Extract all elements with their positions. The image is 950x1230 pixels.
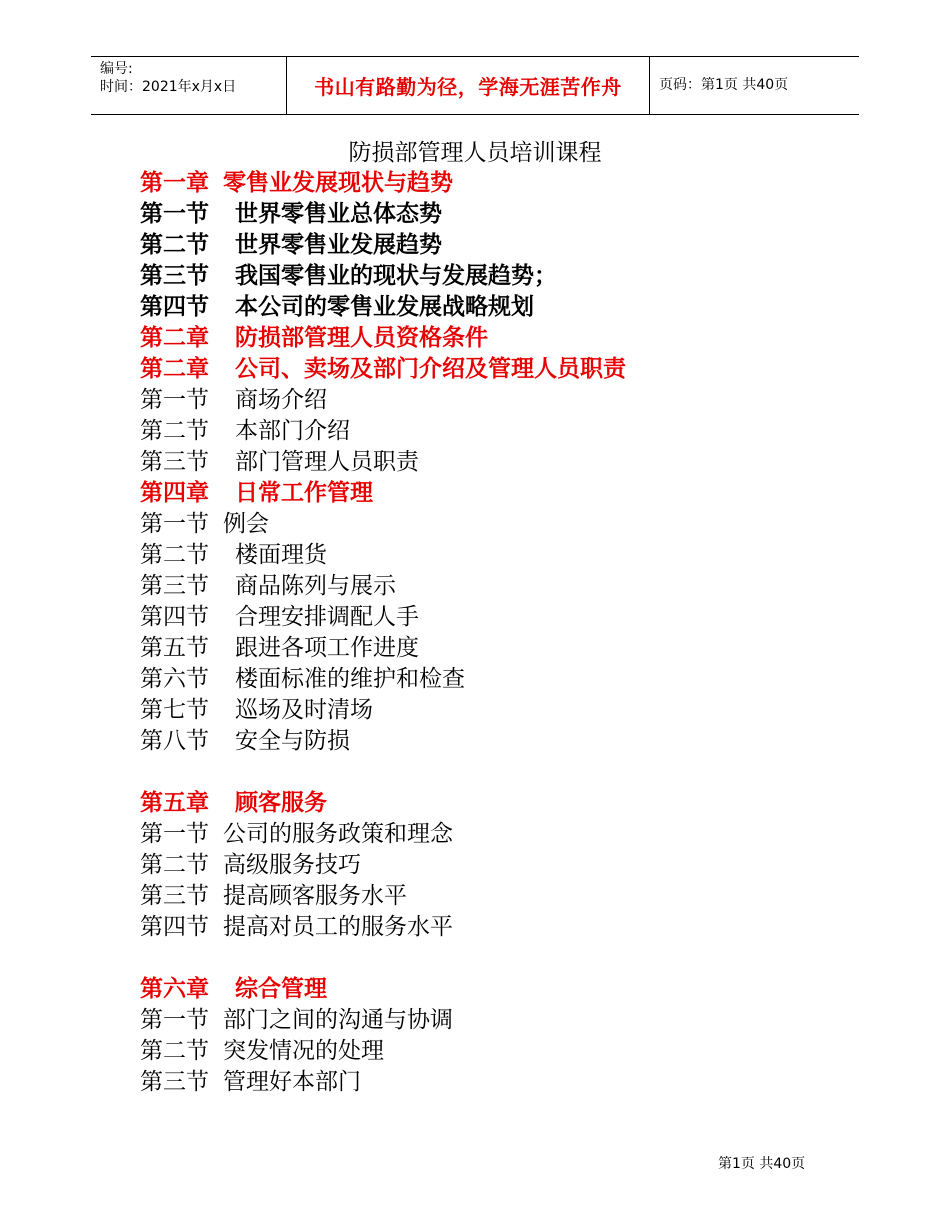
section-title: 我国零售业的现状与发展趋势； bbox=[235, 263, 557, 289]
number-label: 编号: bbox=[100, 61, 133, 77]
chapter-number: 第四章 bbox=[140, 480, 209, 506]
toc-chapter bbox=[140, 168, 860, 199]
section-title: 楼面标准的维护和检查 bbox=[235, 666, 465, 692]
section-number: 第二节 bbox=[140, 852, 209, 878]
header-motto: 书山有路勤为径，学海无涯苦作舟 bbox=[314, 75, 622, 99]
section-number: 第五节 bbox=[140, 635, 209, 661]
toc-section bbox=[140, 1067, 860, 1098]
section-title: 合理安排调配人手 bbox=[235, 604, 419, 630]
toc-section bbox=[140, 261, 860, 292]
toc-chapter bbox=[140, 788, 860, 819]
toc-section bbox=[140, 385, 860, 416]
section-title: 例会 bbox=[223, 511, 269, 537]
section-number: 第三节 bbox=[140, 1069, 209, 1095]
chapter-title: 防损部管理人员资格条件 bbox=[235, 325, 488, 351]
section-number: 第一节 bbox=[140, 1007, 209, 1033]
chapter-number: 第二章 bbox=[140, 325, 209, 351]
header-right-cell bbox=[650, 57, 859, 114]
toc-section bbox=[140, 447, 860, 478]
toc-spacer bbox=[140, 943, 860, 974]
section-number: 第二节 bbox=[140, 232, 209, 258]
toc-section bbox=[140, 912, 860, 943]
section-title: 本部门介绍 bbox=[235, 418, 350, 444]
chapter-number: 第一章 bbox=[140, 170, 209, 196]
section-title: 巡场及时清场 bbox=[235, 697, 373, 723]
section-number: 第一节 bbox=[140, 821, 209, 847]
toc-section bbox=[140, 881, 860, 912]
toc-section bbox=[140, 540, 860, 571]
section-number: 第八节 bbox=[140, 728, 209, 754]
chapter-number: 第二章 bbox=[140, 356, 209, 382]
section-number: 第四节 bbox=[140, 604, 209, 630]
page-footer: 第1页 共40页 bbox=[718, 1156, 806, 1172]
table-of-contents bbox=[140, 168, 860, 1098]
toc-chapter bbox=[140, 323, 860, 354]
header-page-code: 页码：第1页 共40页 bbox=[659, 77, 789, 93]
chapter-title: 日常工作管理 bbox=[235, 480, 373, 506]
toc-chapter bbox=[140, 354, 860, 385]
time-label: 时间：2021年x月x日 bbox=[100, 79, 237, 95]
section-title: 商品陈列与展示 bbox=[235, 573, 396, 599]
section-number: 第七节 bbox=[140, 697, 209, 723]
section-title: 管理好本部门 bbox=[223, 1069, 361, 1095]
section-number: 第一节 bbox=[140, 387, 209, 413]
toc-section bbox=[140, 199, 860, 230]
section-title: 部门之间的沟通与协调 bbox=[223, 1007, 453, 1033]
section-number: 第三节 bbox=[140, 883, 209, 909]
toc-section bbox=[140, 726, 860, 757]
toc-section bbox=[140, 1036, 860, 1067]
section-number: 第一节 bbox=[140, 511, 209, 537]
section-number: 第二节 bbox=[140, 1038, 209, 1064]
toc-section bbox=[140, 571, 860, 602]
section-number: 第六节 bbox=[140, 666, 209, 692]
toc-section bbox=[140, 633, 860, 664]
toc-section bbox=[140, 509, 860, 540]
section-title: 本公司的零售业发展战略规划 bbox=[235, 294, 534, 320]
section-number: 第一节 bbox=[140, 201, 209, 227]
chapter-title: 公司、卖场及部门介绍及管理人员职责 bbox=[235, 356, 626, 382]
document-title: 防损部管理人员培训课程 bbox=[348, 140, 602, 166]
chapter-title: 综合管理 bbox=[235, 976, 327, 1002]
toc-section bbox=[140, 850, 860, 881]
toc-section bbox=[140, 664, 860, 695]
section-title: 世界零售业发展趋势 bbox=[235, 232, 442, 258]
toc-section bbox=[140, 292, 860, 323]
chapter-title: 零售业发展现状与趋势 bbox=[223, 170, 453, 196]
section-title: 楼面理货 bbox=[235, 542, 327, 568]
section-title: 提高对员工的服务水平 bbox=[223, 914, 453, 940]
section-title: 部门管理人员职责 bbox=[235, 449, 419, 475]
toc-section bbox=[140, 230, 860, 261]
toc-section bbox=[140, 416, 860, 447]
section-number: 第四节 bbox=[140, 914, 209, 940]
toc-section bbox=[140, 1005, 860, 1036]
page-header bbox=[91, 56, 859, 115]
section-number: 第三节 bbox=[140, 573, 209, 599]
toc-section bbox=[140, 819, 860, 850]
toc-chapter bbox=[140, 974, 860, 1005]
section-title: 公司的服务政策和理念 bbox=[223, 821, 453, 847]
section-number: 第三节 bbox=[140, 263, 209, 289]
section-title: 世界零售业总体态势 bbox=[235, 201, 442, 227]
toc-chapter bbox=[140, 478, 860, 509]
section-title: 高级服务技巧 bbox=[223, 852, 361, 878]
section-title: 商场介绍 bbox=[235, 387, 327, 413]
section-title: 安全与防损 bbox=[235, 728, 350, 754]
section-number: 第二节 bbox=[140, 418, 209, 444]
toc-section bbox=[140, 695, 860, 726]
header-left-cell bbox=[91, 57, 286, 114]
section-title: 提高顾客服务水平 bbox=[223, 883, 407, 909]
toc-section bbox=[140, 602, 860, 633]
chapter-title: 顾客服务 bbox=[235, 790, 327, 816]
section-number: 第三节 bbox=[140, 449, 209, 475]
section-title: 突发情况的处理 bbox=[223, 1038, 384, 1064]
section-title: 跟进各项工作进度 bbox=[235, 635, 419, 661]
section-number: 第四节 bbox=[140, 294, 209, 320]
chapter-number: 第五章 bbox=[140, 790, 209, 816]
chapter-number: 第六章 bbox=[140, 976, 209, 1002]
toc-spacer bbox=[140, 757, 860, 788]
header-middle-cell bbox=[286, 57, 650, 114]
section-number: 第二节 bbox=[140, 542, 209, 568]
